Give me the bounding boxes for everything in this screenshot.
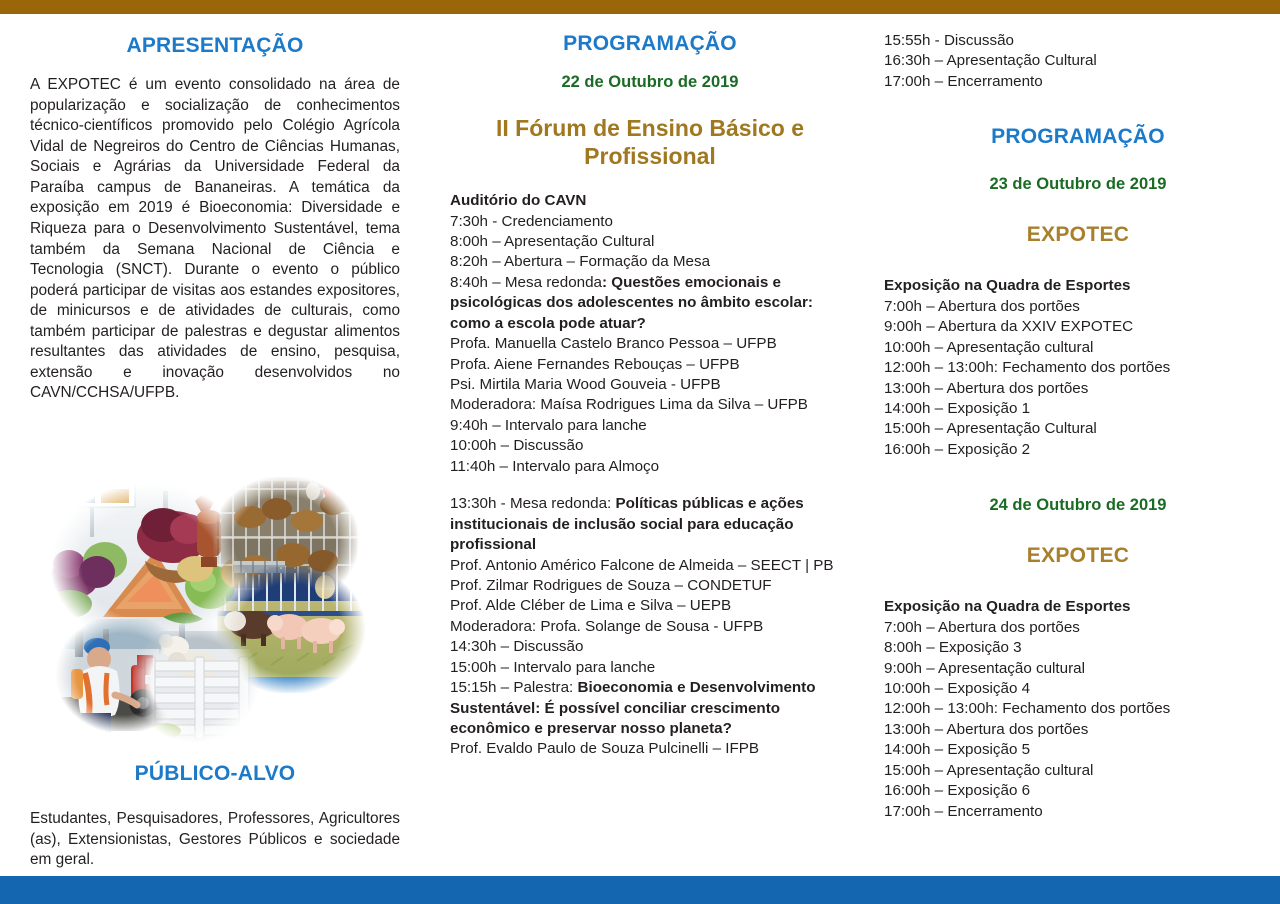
schedule-item: 15:15h – Palestra: Bioeconomia e Desenvolvimento Sustentável: É possível conciliar crescimento econômico e preservar nosso planeta?: [450, 679, 816, 738]
schedule-item: 8:00h – Exposição 3: [884, 639, 1022, 657]
schedule-list-23oct: [884, 297, 1272, 461]
date-24-outubro: 24 de Outubro de 2019: [989, 496, 1167, 515]
expotec-block-24oct: [884, 597, 1272, 822]
schedule-item: 10:00h – Exposição 4: [884, 680, 1031, 697]
programacao-heading-22oct: PROGRAMAÇÃO: [563, 32, 737, 55]
schedule-item: 9:40h – Intervalo para lanche: [450, 416, 647, 434]
expotec-title-23oct: EXPOTEC: [1026, 223, 1130, 247]
schedule-item-emphasis: Bioeconomia e Desenvolvimento Sustentável: É possível conciliar crescimento econômico e preservar nosso planeta?: [450, 679, 816, 738]
schedule-item: 9:00h – Apresentação cultural: [884, 659, 1085, 677]
venue-quadra-24oct: Exposição na Quadra de Esportes: [884, 598, 1131, 616]
schedule-item: 15:00h – Apresentação cultural: [884, 761, 1094, 779]
schedule-item: 12:00h – 13:00h: Fechamento dos portões: [884, 700, 1171, 718]
schedule-item: Profa. Aiene Fernandes Rebouças – UFPB: [450, 355, 740, 373]
expotec-title-24oct: EXPOTEC: [1026, 544, 1130, 568]
venue-quadra-23oct: Exposição na Quadra de Esportes: [884, 277, 1131, 295]
schedule-item: Prof. Antonio Américo Falcone de Almeida – SEECT | PB: [450, 556, 834, 574]
schedule-item: 13:30h - Mesa redonda: Políticas públicas e ações institucionais de inclusão social para educação profissional: [450, 495, 804, 554]
schedule-item: Profa. Manuella Castelo Branco Pessoa – UFPB: [450, 335, 777, 353]
right-column: [862, 14, 1280, 876]
date-23-outubro: 23 de Outubro de 2019: [989, 175, 1167, 194]
photo-collage: [45, 469, 365, 754]
schedule-item: 8:20h – Abertura – Formação da Mesa: [450, 253, 711, 271]
schedule-item: 11:40h – Intervalo para Almoço: [450, 457, 660, 475]
forum-title: II Fórum de Ensino Básico e Profissional: [495, 115, 804, 170]
programacao-heading-expotec: PROGRAMAÇÃO: [991, 125, 1165, 149]
schedule-list-tail-22oct: [884, 31, 1272, 92]
bottom-accent-bar: [0, 876, 1280, 904]
expotec-block-23oct: [884, 276, 1272, 460]
schedule-list-afternoon: [450, 494, 850, 760]
schedule-item: 9:00h – Abertura da XXIV EXPOTEC: [884, 318, 1134, 336]
schedule-item: 8:00h – Apresentação Cultural: [450, 232, 655, 250]
schedule-item: 14:00h – Exposição 5: [884, 741, 1031, 759]
schedule-item: 16:00h – Exposição 2: [884, 440, 1031, 458]
schedule-item: 16:30h – Apresentação Cultural: [884, 52, 1097, 70]
schedule-item-emphasis: Políticas públicas e ações institucionais de inclusão social para educação profissional: [450, 495, 804, 554]
schedule-item: Prof. Evaldo Paulo de Souza Pulcinelli – IFPB: [450, 740, 759, 758]
collage-crate-animals: [133, 621, 259, 743]
schedule-list-morning: [450, 212, 850, 478]
schedule-item: 10:00h – Discussão: [450, 437, 584, 455]
schedule-item: 15:00h – Apresentação Cultural: [884, 420, 1097, 438]
schedule-list-24oct: [884, 618, 1272, 822]
schedule-item: 17:00h – Encerramento: [884, 802, 1043, 820]
schedule-item: 15:55h - Discussão: [884, 32, 1015, 49]
publico-alvo-paragraph: Estudantes, Pesquisadores, Professores, Agricultores (as), Extensionistas, Gestores Públicos e sociedade em geral.: [30, 810, 400, 869]
apresentacao-heading: APRESENTAÇÃO: [126, 34, 304, 57]
schedule-item: 14:00h – Exposição 1: [884, 399, 1031, 417]
schedule-item: Psi. Mirtila Maria Wood Gouveia - UFPB: [450, 376, 721, 394]
apresentacao-paragraph: A EXPOTEC é um evento consolidado na área de popularização e socialização de conhecimentos técnico-científicos promovido pelo Colégio Agrícola Vidal de Negreiros do Centro de Ciências Humanas, Sociais e Agrárias da Universidade Federal da Paraíba campus de Bananeiras. A temática da exposição em 2019 é Bioeconomia: Diversidade e Riqueza para o Desenvolvimento Sustentável, tema também da Semana Nacional de Ciência e Tecnologia (SNCT). Durante o evento o público poderá participar de visitas aos estandes expositores, de minicursos e de atividades de culturais, como também participar de palestras e degustar alimentos resultantes das atividades de ensino, pesquisa, extensão e inovação desenvolvidos no CAVN/CCHSA/UFPB.: [30, 76, 400, 402]
schedule-item: Prof. Zilmar Rodrigues de Souza – CONDETUF: [450, 576, 772, 594]
schedule-item-emphasis: : Questões emocionais e psicológicas dos adolescentes no âmbito escolar: como a escola pode atuar?: [450, 273, 813, 332]
middle-column: [440, 14, 860, 876]
left-column: [0, 14, 430, 876]
date-22-outubro: 22 de Outubro de 2019: [561, 73, 739, 91]
venue-auditorio: Auditório do CAVN: [450, 192, 587, 210]
collage-illustration: [45, 469, 365, 754]
top-accent-bar: [0, 0, 1280, 14]
schedule-item: 10:00h – Apresentação cultural: [884, 338, 1094, 356]
schedule-item: Moderadora: Profa. Solange de Sousa - UFPB: [450, 617, 764, 635]
schedule-item: 13:00h – Abertura dos portões: [884, 379, 1089, 397]
schedule-item: 16:00h – Exposição 6: [884, 782, 1031, 800]
schedule-item: 17:00h – Encerramento: [884, 72, 1043, 90]
schedule-item: Moderadora: Maísa Rodrigues Lima da Silva – UFPB: [450, 396, 808, 414]
schedule-item: 12:00h – 13:00h: Fechamento dos portões: [884, 359, 1171, 377]
schedule-item: 15:00h – Intervalo para lanche: [450, 658, 656, 676]
schedule-item: 7:00h – Abertura dos portões: [884, 297, 1080, 315]
schedule-item: Prof. Alde Cléber de Lima e Silva – UEPB: [450, 597, 732, 615]
schedule-item: 8:40h – Mesa redonda: Questões emocionais e psicológicas dos adolescentes no âmbito escolar: como a escola pode atuar?: [450, 273, 813, 332]
schedule-item: 14:30h – Discussão: [450, 638, 584, 656]
schedule-item: 13:00h – Abertura dos portões: [884, 720, 1089, 738]
schedule-item: 7:30h - Credenciamento: [450, 212, 613, 230]
publico-alvo-heading: PÚBLICO-ALVO: [134, 762, 296, 785]
schedule-item: 7:00h – Abertura dos portões: [884, 618, 1080, 636]
